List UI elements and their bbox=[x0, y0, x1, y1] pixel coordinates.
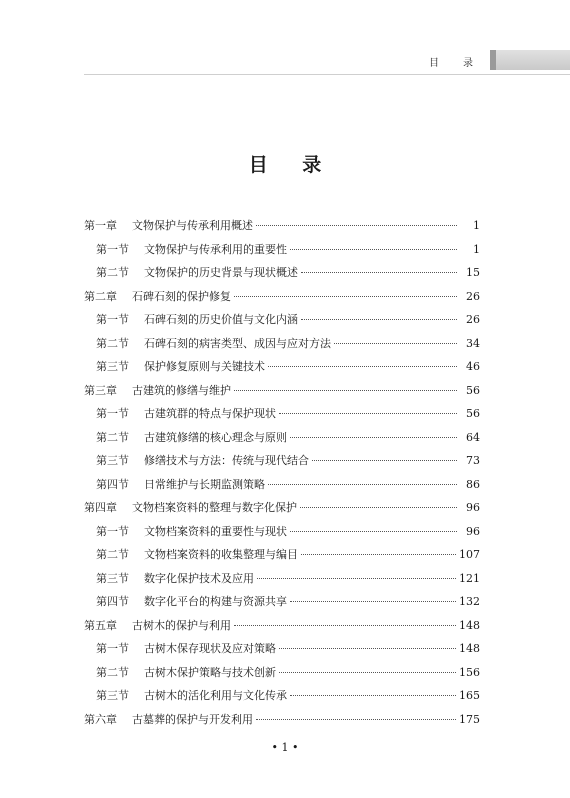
toc-entry-title: 古树木的活化利用与文化传承 bbox=[144, 689, 287, 702]
toc-entry-number: 第一节 bbox=[96, 524, 129, 538]
toc-entry-page: 156 bbox=[459, 665, 480, 679]
toc-entry-title: 数字化平台的构建与资源共享 bbox=[144, 595, 287, 608]
toc-entry-page: 34 bbox=[466, 336, 480, 350]
dot-leader bbox=[301, 272, 457, 273]
toc-entry-page: 148 bbox=[459, 642, 480, 655]
toc-entry-page: 96 bbox=[466, 524, 480, 538]
dot-leader bbox=[290, 249, 457, 250]
toc-section-entry[interactable] bbox=[84, 687, 480, 711]
toc-entry-title: 古建筑的修缮与维护 bbox=[132, 383, 231, 397]
toc-entry-number: 第一节 bbox=[96, 313, 129, 326]
toc-section-entry[interactable] bbox=[84, 358, 480, 382]
toc-section-entry[interactable] bbox=[84, 452, 480, 476]
toc-entry-title: 数字化保护技术及应用 bbox=[144, 571, 254, 585]
toc-entry-number: 第三节 bbox=[96, 689, 129, 702]
toc-entry-number: 第三节 bbox=[96, 360, 129, 373]
dot-leader bbox=[234, 390, 457, 391]
toc-entry-title: 石碑石刻的病害类型、成因与应对方法 bbox=[144, 336, 331, 350]
toc-entry-number: 第二节 bbox=[96, 336, 129, 350]
page-number: • 1 • bbox=[271, 741, 299, 754]
header-rule bbox=[84, 74, 570, 75]
toc-entry-title: 日常维护与长期监测策略 bbox=[144, 477, 265, 491]
toc-entry-number: 第二节 bbox=[96, 665, 129, 679]
dot-leader bbox=[234, 296, 457, 297]
toc-section-entry[interactable] bbox=[84, 570, 480, 594]
toc-entry-number: 第二章 bbox=[84, 289, 117, 303]
toc-entry-number: 第一节 bbox=[96, 242, 129, 256]
dot-leader bbox=[268, 484, 457, 485]
dot-leader bbox=[256, 719, 456, 720]
toc-entry-number: 第二节 bbox=[96, 548, 129, 561]
toc-section-entry[interactable] bbox=[84, 476, 480, 500]
toc-entry-page: 26 bbox=[466, 313, 480, 326]
toc-entry-title: 文物档案资料的收集整理与编目 bbox=[144, 548, 298, 561]
toc-entry-number: 第一节 bbox=[96, 642, 129, 655]
toc-entry-title: 古树木保护策略与技术创新 bbox=[144, 665, 276, 679]
toc-section-entry[interactable] bbox=[84, 593, 480, 617]
toc-entry-page: 15 bbox=[466, 266, 480, 279]
dot-leader bbox=[257, 578, 456, 579]
dot-leader bbox=[279, 672, 456, 673]
toc-entry-title: 文物保护与传承利用的重要性 bbox=[144, 242, 287, 256]
toc-chapter-entry[interactable] bbox=[84, 288, 480, 312]
dot-leader bbox=[279, 413, 457, 414]
dot-leader bbox=[301, 319, 457, 320]
toc-entry-page: 56 bbox=[466, 407, 480, 420]
toc-entry-page: 96 bbox=[466, 501, 480, 514]
toc-entry-number: 第六章 bbox=[84, 712, 117, 726]
toc-entry-number: 第二节 bbox=[96, 430, 129, 444]
toc-entry-number: 第五章 bbox=[84, 618, 117, 632]
dot-leader bbox=[301, 554, 456, 555]
toc-entry-page: 64 bbox=[466, 430, 480, 444]
toc-entry-page: 121 bbox=[459, 571, 480, 585]
header-tab-bar bbox=[490, 50, 570, 70]
toc-chapter-entry[interactable] bbox=[84, 711, 480, 735]
toc-section-entry[interactable] bbox=[84, 264, 480, 288]
toc-entry-title: 文物档案资料的重要性与现状 bbox=[144, 524, 287, 538]
toc-list bbox=[84, 217, 480, 734]
dot-leader bbox=[290, 695, 456, 696]
toc-section-entry[interactable] bbox=[84, 335, 480, 359]
dot-leader bbox=[234, 625, 456, 626]
toc-chapter-entry[interactable] bbox=[84, 617, 480, 641]
toc-entry-page: 86 bbox=[466, 477, 480, 491]
toc-section-entry[interactable] bbox=[84, 311, 480, 335]
toc-section-entry[interactable] bbox=[84, 664, 480, 688]
running-header-title: 目 录 bbox=[429, 58, 480, 69]
toc-entry-page: 73 bbox=[466, 454, 480, 467]
dot-leader bbox=[300, 507, 457, 508]
toc-entry-number: 第四章 bbox=[84, 501, 117, 514]
toc-entry-number: 第二节 bbox=[96, 266, 129, 279]
toc-entry-page: 56 bbox=[466, 383, 480, 397]
toc-entry-title: 文物档案资料的整理与数字化保护 bbox=[132, 501, 297, 514]
toc-section-entry[interactable] bbox=[84, 241, 480, 265]
dot-leader bbox=[312, 460, 457, 461]
toc-chapter-entry[interactable] bbox=[84, 382, 480, 406]
toc-entry-page: 1 bbox=[473, 242, 480, 256]
toc-entry-page: 148 bbox=[459, 618, 480, 632]
toc-section-entry[interactable] bbox=[84, 523, 480, 547]
toc-entry-title: 古树木的保护与利用 bbox=[132, 618, 231, 632]
toc-entry-number: 第一章 bbox=[84, 219, 117, 232]
toc-section-entry[interactable] bbox=[84, 405, 480, 429]
toc-entry-page: 132 bbox=[459, 595, 480, 608]
toc-section-entry[interactable] bbox=[84, 546, 480, 570]
dot-leader bbox=[256, 225, 457, 226]
toc-entry-title: 保护修复原则与关键技术 bbox=[144, 360, 265, 373]
toc-entry-title: 石碑石刻的保护修复 bbox=[132, 289, 231, 303]
dot-leader bbox=[290, 601, 456, 602]
dot-leader bbox=[279, 648, 456, 649]
toc-entry-title: 古建筑群的特点与保护现状 bbox=[144, 407, 276, 420]
running-header bbox=[0, 48, 570, 74]
toc-chapter-entry[interactable] bbox=[84, 499, 480, 523]
toc-entry-title: 修缮技术与方法：传统与现代结合 bbox=[144, 454, 309, 467]
dot-leader bbox=[290, 531, 457, 532]
toc-entry-page: 1 bbox=[473, 219, 480, 232]
toc-section-entry[interactable] bbox=[84, 429, 480, 453]
toc-entry-page: 175 bbox=[459, 712, 480, 726]
toc-entry-number: 第四节 bbox=[96, 595, 129, 608]
dot-leader bbox=[334, 343, 457, 344]
toc-entry-number: 第三节 bbox=[96, 454, 129, 467]
toc-entry-title: 古墓葬的保护与开发利用 bbox=[132, 712, 253, 726]
dot-leader bbox=[268, 366, 457, 367]
toc-section-entry[interactable] bbox=[84, 640, 480, 664]
toc-chapter-entry[interactable] bbox=[84, 217, 480, 241]
toc-entry-number: 第一节 bbox=[96, 407, 129, 420]
toc-title: 目 录 bbox=[248, 154, 336, 176]
toc-entry-title: 古建筑修缮的核心理念与原则 bbox=[144, 430, 287, 444]
toc-entry-title: 石碑石刻的历史价值与文化内涵 bbox=[144, 313, 298, 326]
toc-entry-title: 文物保护的历史背景与现状概述 bbox=[144, 266, 298, 279]
toc-entry-number: 第三节 bbox=[96, 571, 129, 585]
toc-entry-title: 古树木保存现状及应对策略 bbox=[144, 642, 276, 655]
toc-entry-title: 文物保护与传承利用概述 bbox=[132, 219, 253, 232]
toc-entry-page: 46 bbox=[466, 360, 480, 373]
dot-leader bbox=[290, 437, 457, 438]
toc-entry-number: 第三章 bbox=[84, 383, 117, 397]
toc-entry-number: 第四节 bbox=[96, 477, 129, 491]
toc-entry-page: 26 bbox=[466, 289, 480, 303]
toc-entry-page: 165 bbox=[459, 689, 480, 702]
toc-entry-page: 107 bbox=[459, 548, 480, 561]
